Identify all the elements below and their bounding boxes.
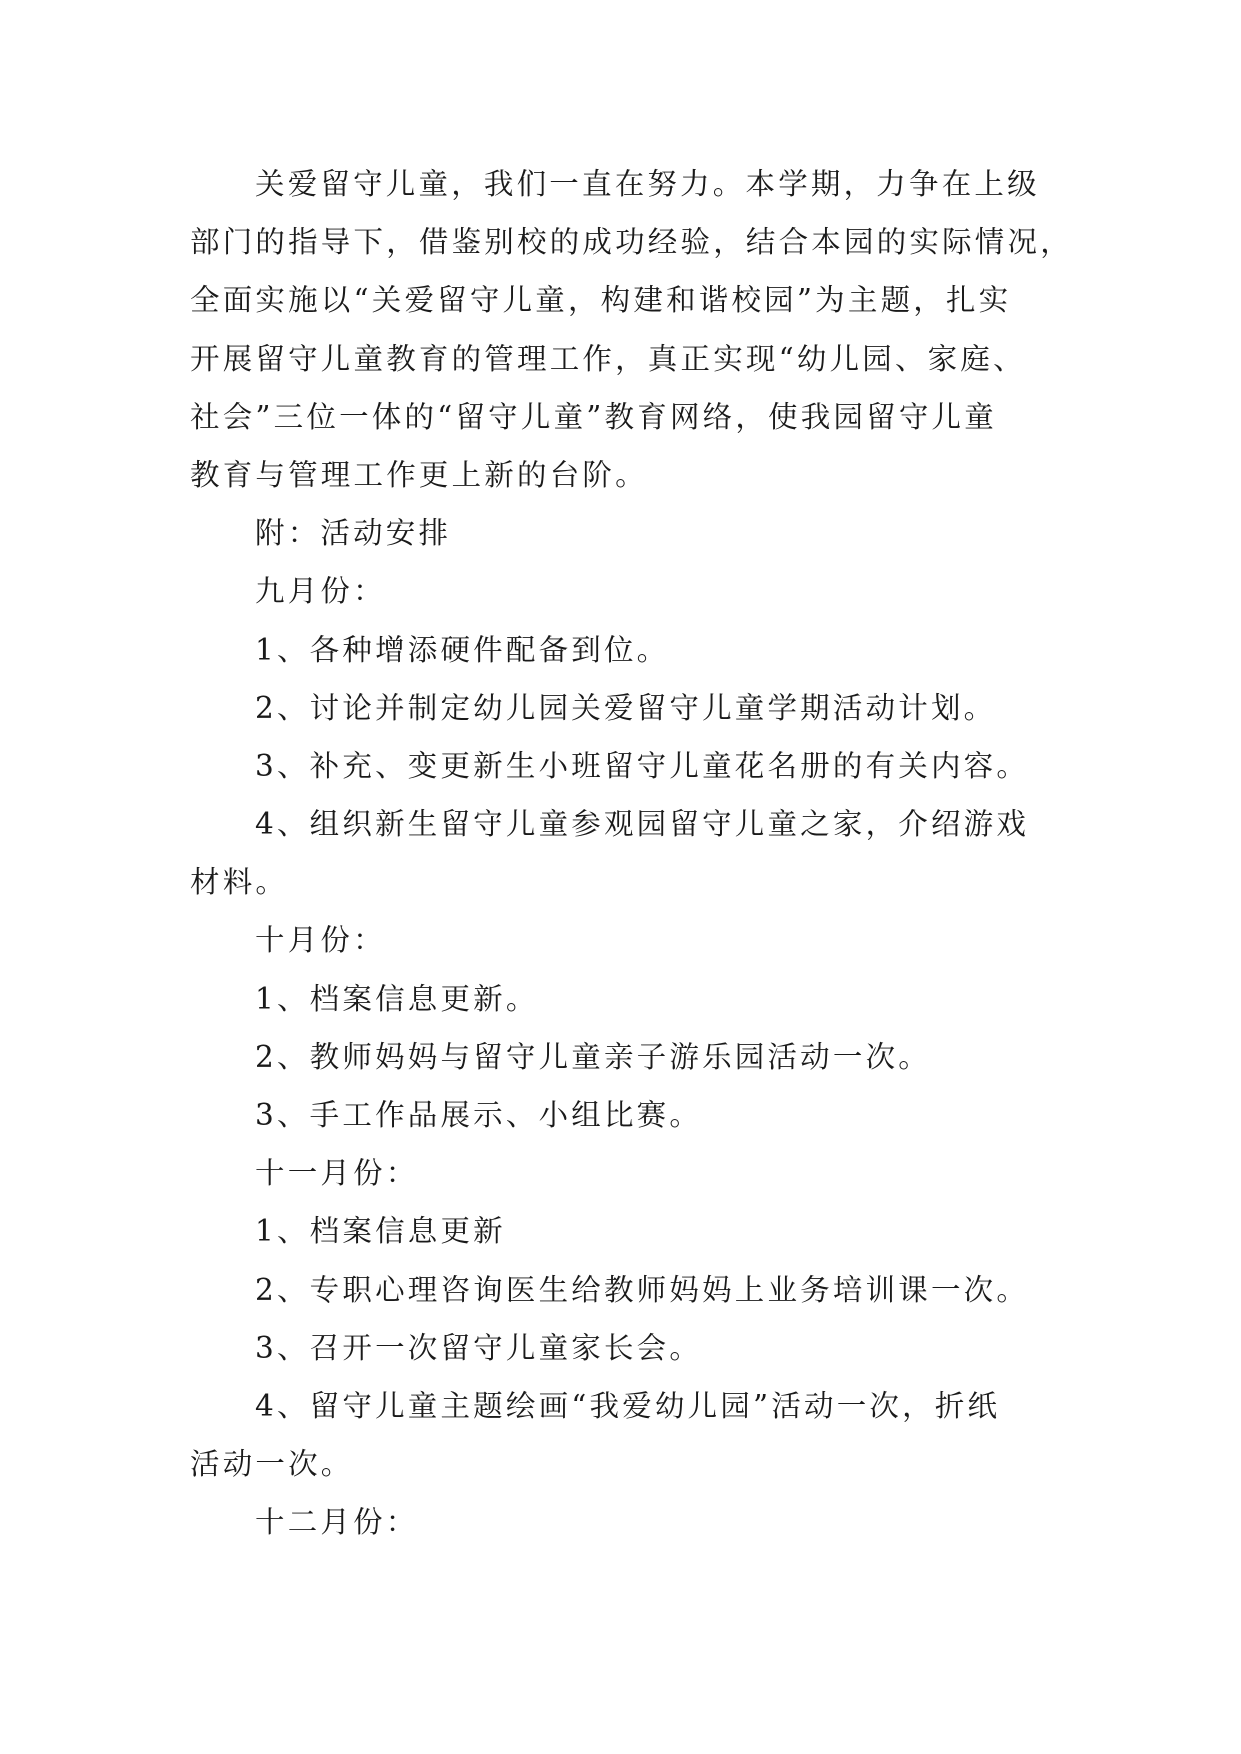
month-section-november xyxy=(190,1144,1070,1493)
month-title: 十一月份： xyxy=(255,1156,419,1191)
list-item xyxy=(190,1086,1070,1144)
list-item-text: 1、档案信息更新 xyxy=(255,1214,506,1249)
list-item-text-continued: 材料。 xyxy=(190,865,289,900)
list-item-text: 3、手工作品展示、小组比赛。 xyxy=(255,1098,703,1132)
paragraph-line: 全面实施以“关爱留守儿童，构建和谐校园”为主题，扎实 xyxy=(190,283,1012,318)
appendix-heading: 附：活动安排 xyxy=(255,516,452,551)
list-item xyxy=(190,1319,1070,1377)
month-title: 十二月份： xyxy=(255,1505,419,1540)
list-item xyxy=(190,1261,1070,1319)
month-title: 九月份： xyxy=(255,574,386,609)
month-section-september xyxy=(190,562,1070,911)
list-item-text: 1、各种增添硬件配备到位。 xyxy=(255,632,670,667)
month-section-october xyxy=(190,911,1070,1144)
paragraph-line: 教育与管理工作更上新的台阶。 xyxy=(190,457,648,492)
intro-paragraph xyxy=(190,155,1073,504)
month-section-december xyxy=(190,1493,1070,1551)
list-item-text: 4、组织新生留守儿童参观园留守儿童之家，介绍游戏 xyxy=(255,807,1030,842)
list-item-text: 1、档案信息更新。 xyxy=(255,981,539,1016)
list-item-text: 4、留守儿童主题绘画“我爱幼儿园”活动一次，折纸 xyxy=(255,1388,1001,1423)
list-item xyxy=(190,970,1070,1028)
list-item-text: 2、专职心理咨询医生给教师妈妈上业务培训课一次。 xyxy=(255,1272,1030,1307)
list-item-text: 3、召开一次留守儿童家长会。 xyxy=(255,1330,703,1365)
paragraph-line: 社会”三位一体的“留守儿童”教育网络，使我园留守儿童 xyxy=(190,399,997,434)
list-item-text-continued: 活动一次。 xyxy=(190,1447,354,1482)
list-item-text: 2、教师妈妈与留守儿童亲子游乐园活动一次。 xyxy=(255,1039,931,1074)
month-title: 十月份： xyxy=(255,923,386,958)
list-item xyxy=(190,679,1070,737)
list-item xyxy=(190,795,1070,911)
list-item-text: 2、讨论并制定幼儿园关爱留守儿童学期活动计划。 xyxy=(255,690,997,725)
list-item xyxy=(190,621,1070,679)
list-item xyxy=(190,1028,1070,1086)
paragraph-line: 关爱留守儿童，我们一直在努力。本学期，力争在上级 xyxy=(255,167,1040,201)
list-item xyxy=(190,1202,1070,1260)
list-item-text: 3、补充、变更新生小班留守儿童花名册的有关内容。 xyxy=(255,748,1030,783)
document-body xyxy=(190,155,1073,1552)
list-item xyxy=(190,1377,1070,1493)
paragraph-line: 部门的指导下，借鉴别校的成功经验，结合本园的实际情况， xyxy=(190,225,1073,260)
list-item xyxy=(190,737,1070,795)
paragraph-line: 开展留守儿童教育的管理工作，真正实现“幼儿园、家庭、 xyxy=(190,341,1026,376)
